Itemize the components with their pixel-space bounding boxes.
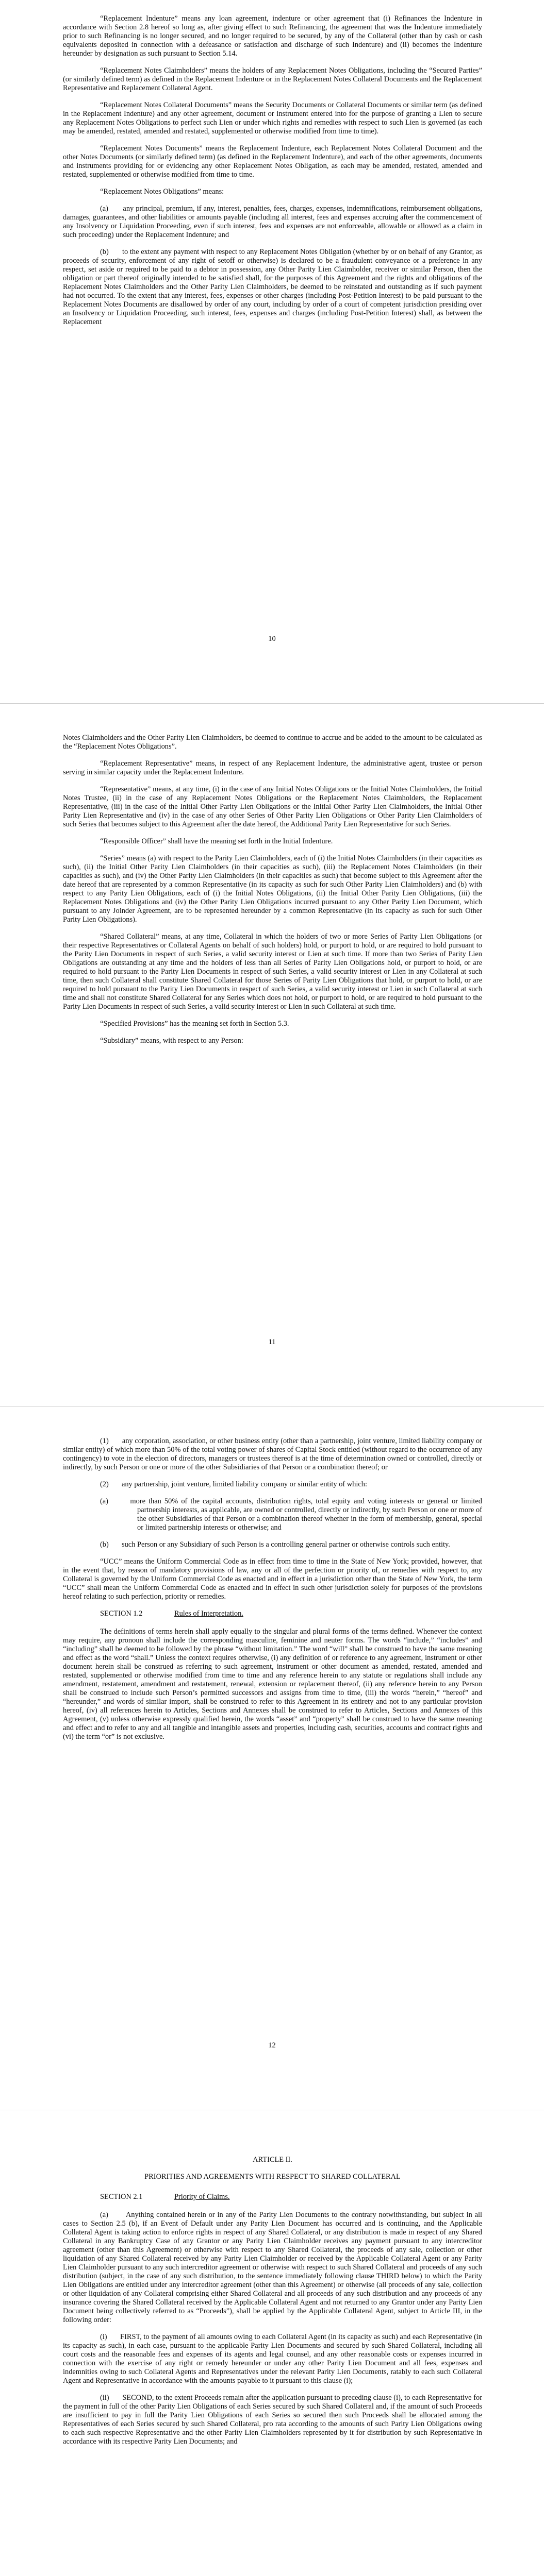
priority-clause-ii: (ii) SECOND, to the extent Proceeds remain after the application pursuant to preceding clause (i), to each Representative for the payment in full of the other Parity Lien Obligations of each Series secured by such Shared Collateral and, if the amount of such Proceeds are insufficient to pay in full the Parity Lien Obligations of each Series so secured then such Proceeds shall be allocated among the Representatives of each Series secured by such Shared Collateral, pro rata according to the amounts of such Parity Lien Obligations owing to each such respective Representative and the other Parity Lien Claimholders represented by it for distribution by such Representative in accordance with its respective Parity Lien Documents; and	[63, 2394, 482, 2446]
subsidiary-clause-2a: (a) more than 50% of the capital accounts, distribution rights, total equity and voting interests or general or limited partnership interests, as applicable, are owned or controlled, directly or indirectly, by such Person or one or more of the other Subsidiaries of that Person or a combination thereof whether in the form of membership, general, special or limited partnership interests or otherwise; and	[100, 1497, 482, 1532]
definition-series: “Series” means (a) with respect to the Parity Lien Claimholders, each of (i) the Initial Notes Claimholders (in their capacities as such), (ii) the Initial Other Parity Lien Claimholders (in their capacities as such), (iii) the Replacement Notes Claimholders (in their capacities as such), and (iv) the Other Parity Lien Claimholders (in their capacities as such) that become subject to this Agreement after the date hereof that are represented by a common Representative (in its capacity as such for such Other Parity Lien Claimholders) and (b) with respect to any Parity Lien Obligations, each of (i) the Initial Notes Obligations, (ii) the Initial Other Parity Lien Obligations, (iii) the Replacement Notes Obligations and (iv) the Other Parity Lien Obligations incurred pursuant to any Other Parity Lien Document, which pursuant to any Joinder Agreement, are to be represented hereunder by a common Representative (in its capacity as such for such Other Parity Lien Obligations).	[63, 854, 482, 924]
page-number: 12	[268, 2041, 276, 2049]
definition-replacement-notes-obligations: “Replacement Notes Obligations” means:	[100, 188, 224, 196]
section-heading-2-1	[63, 2193, 482, 2201]
document-page-13	[0, 2110, 544, 2576]
priority-clause-i: (i) FIRST, to the payment of all amounts owing to each Collateral Agent (in its capacity as such) and each Representative (in its capacity as such), in each case, pursuant to the applicable Parity Lien Documents and secured by such Shared Collateral, including all court costs and the reasonable fees and expenses of its agents and legal counsel, and any other reasonable costs or expenses incurred in connection with the exercise of any right or remedy hereunder or under any other Parity Lien Document and all fees, expenses and indemnities owing to such Collateral Agents and Representatives under the relevant Parity Lien Documents, ratably to each such Collateral Agent and Representative in accordance with the amounts payable to it pursuant to this clause (i);	[63, 2333, 482, 2385]
definition-subsidiary: “Subsidiary” means, with respect to any Person:	[100, 1037, 243, 1045]
clause-b: (b) to the extent any payment with respect to any Replacement Notes Obligation (whether by or on behalf of any Grantor, as proceeds of security, enforcement of any right of setoff or otherwise) is declared to be a fraudulent conveyance or a preference in any respect, set aside or required to be paid to a debtor in possession, any Other Parity Lien Claimholder, receiver or similar Person, then the obligation or part thereof originally intended to be satisfied shall, for the purposes of this Agreement and the rights and obligations of the Replacement Notes Claimholders and the Other Parity Lien Claimholders, be deemed to be reinstated and outstanding as if such payment had not occurred. To the extent that any interest, fees, expenses or other charges (including Post-Petition Interest) to be paid pursuant to the Replacement Notes Documents are disallowed by order of any court, including by order of a court of competent jurisdiction presiding over an Insolvency or Liquidation Proceeding, such interest, fees, expenses and charges (including Post-Petition Interest) shall, as between the Replacement	[63, 248, 482, 326]
definition-representative: “Representative” means, at any time, (i) in the case of any Initial Notes Obligations or the Initial Notes Claimholders, the Initial Notes Trustee, (ii) in the case of any Replacement Notes Obligations or the Replacement Notes Claimholders, the Replacement Representative, (iii) in the case of the Initial Other Parity Lien Obligations or the Initial Other Parity Lien Claimholders, the Initial Other Parity Lien Representative and (iv) in the case of any other Series of Other Parity Lien Obligations or Other Parity Lien Claimholders of such Series that becomes subject to this Agreement after the date hereof, the Additional Parity Lien Representative for such Series.	[63, 785, 482, 828]
section-number: SECTION 2.1	[100, 2193, 143, 2201]
definition-responsible-officer: “Responsible Officer” shall have the meaning set forth in the Initial Indenture.	[100, 837, 333, 845]
rules-of-interpretation: The definitions of terms herein shall apply equally to the singular and plural forms of the terms defined. Whenever the context may require, any pronoun shall include the corresponding masculine, feminine and neuter forms. The words “include,” “includes” and “including” shall be deemed to be followed by the phrase “without limitation.” The word “will” shall be construed to have the same meaning and effect as the word “shall.” Unless the context requires otherwise, (i) any definition of or reference to any agreement, instrument or other document herein shall be construed as referring to such agreement, instrument or other document as amended, restated, amended and restated, supplemented or otherwise modified from time to time and any reference herein to any statute or regulations shall include any amendment, restatement, amendment and restatement, renewal, extension or replacement thereof, (ii) any reference herein to any Person shall be construed to include such Person’s permitted successors and assigns from time to time, (iii) the words “herein,” “hereof” and “hereunder,” and words of similar import, shall be construed to refer to this Agreement in its entirety and not to any particular provision hereof, (iv) all references herein to Articles, Sections and Annexes shall be construed to refer to Articles, Sections and Annexes of this Agreement, (v) unless otherwise expressly qualified herein, the words “asset” and “property” shall be construed to have the same meaning and effect and to refer to any and all tangible and intangible assets and properties, including cash, securities, accounts and contract rights and (vi) the term “or” is not exclusive.	[63, 1628, 482, 1741]
section-title: Rules of Interpretation.	[174, 1609, 243, 1618]
priority-clause-a: (a) Anything contained herein or in any of the Parity Lien Documents to the contrary notwithstanding, but subject in all cases to Section 2.5 (b), if an Event of Default under any Parity Lien Document has occurred and is continuing, and the Applicable Collateral Agent is taking action to enforce rights in respect of any Shared Collateral, or any distribution is made in respect of any Shared Collateral in any Bankruptcy Case of any Grantor or any Parity Lien Claimholder receives any payment pursuant to any intercreditor agreement (other than this Agreement) or otherwise with respect to any Shared Collateral, the proceeds of any sale, collection or other liquidation of any Shared Collateral received by any Parity Lien Claimholder or received by the Applicable Collateral Agent or any Parity Lien Claimholder pursuant to any such intercreditor agreement or otherwise with respect to such Shared Collateral and proceeds of any such distribution (subject, in the case of any such distribution, to the sentence immediately following clause THIRD below) to which the Parity Lien Obligations are entitled under any intercreditor agreement (other than this Agreement) or otherwise (all proceeds of any sale, collection or other liquidation of any Collateral comprising either Shared Collateral and all proceeds of any such distribution and any proceeds of any insurance covering the Shared Collateral received by the Applicable Collateral Agent and not returned to any Grantor under any Parity Lien Document being collectively referred to as “Proceeds”), shall be applied by the Applicable Collateral Agent, subject to Article III, in the following order:	[63, 2211, 482, 2324]
definition-replacement-notes-documents: “Replacement Notes Documents” means the Replacement Indenture, each Replacement Notes Collateral Document and the other Notes Documents (or similarly defined term) (as defined in the Replacement Indenture), and each of the other agreements, documents and instruments providing for or evidencing any other Replacement Notes Obligation, as each may be amended, restated, amended and restated, supplemented or otherwise modified from time to time.	[63, 144, 482, 179]
definition-replacement-representative: “Replacement Representative” means, in respect of any Replacement Indenture, the administrative agent, trustee or person serving in similar capacity under the Replacement Indenture.	[63, 759, 482, 776]
definition-replacement-notes-collateral-documents: “Replacement Notes Collateral Documents” means the Security Documents or Collateral Documents or similar term (as defined in the Replacement Indenture) and any other agreement, document or instrument entered into for the purpose of granting a Lien to secure any Replacement Notes Obligations to perfect such Lien or under which rights and remedies with respect to such Lien is governed (as each may be amended, restated, amended and restated, supplemented or otherwise modified from time to time).	[63, 101, 482, 135]
document-page-12	[0, 1406, 544, 2110]
definition-shared-collateral: “Shared Collateral” means, at any time, Collateral in which the holders of two or more Series of Parity Lien Obligations (or their respective Representatives or Collateral Agents on behalf of such holders) hold, or purport to hold, or are required to hold pursuant to the Parity Lien Documents in respect of such Series, a valid security interest or Lien at such time. If more than two Series of Parity Lien Obligations are outstanding at any time and the holders of less than all Series of Parity Lien Obligations hold, or purport to hold, or are required to hold pursuant to the Parity Lien Documents in respect of such Series, a valid security interest or Lien in any Collateral at such time, then such Collateral shall constitute Shared Collateral for those Series of Parity Lien Obligations that hold, or purport to hold, or are required to hold pursuant to the Parity Lien Documents in respect of such Series, a valid security interest or Lien in such Collateral at such time and shall not constitute Shared Collateral for any Series which does not hold, or purport to hold, or are required to hold pursuant to the Parity Lien Documents in respect of such Series, a valid security interest or Lien in such Collateral at such time.	[63, 933, 482, 1011]
section-title: Priority of Claims.	[174, 2193, 230, 2201]
subsidiary-clause-1: (1) any corporation, association, or other business entity (other than a partnership, joint venture, limited liability company or similar entity) of which more than 50% of the total voting power of shares of Capital Stock entitled (without regard to the occurrence of any contingency) to vote in the election of directors, managers or trustees thereof is at the time of determination owned or controlled, directly or indirectly, by such Person or one or more of the other Subsidiaries of that Person or a combination thereof; or	[63, 1437, 482, 1471]
section-heading-1-2	[63, 1609, 482, 1618]
subsidiary-clause-2b: (b) such Person or any Subsidiary of such Person is a controlling general partner or otherwise controls such entity.	[100, 1540, 450, 1549]
definition-replacement-indenture: “Replacement Indenture” means any loan agreement, indenture or other agreement that (i) Refinances the Indenture in accordance with Section 2.8 hereof so long as, after giving effect to such Refinancing, the agreement that was the Indenture immediately prior to such Refinancing is no longer secured, and no longer required to be secured, by any of the Collateral (other than by cash or cash equivalents deposited in connection with a defeasance or satisfaction and discharge of such Indenture) and (ii) becomes the Indenture hereunder by designation as such pursuant to Section 5.14.	[63, 14, 482, 58]
page-number: 11	[268, 1338, 276, 1346]
continuation-paragraph: Notes Claimholders and the Other Parity Lien Claimholders, be deemed to continue to accrue and be added to the amount to be calculated as the “Replacement Notes Obligations”.	[63, 734, 482, 751]
definition-specified-provisions: “Specified Provisions” has the meaning set forth in Section 5.3.	[100, 1020, 289, 1028]
document-page-10	[0, 0, 544, 703]
document-page-11	[0, 703, 544, 1406]
subsidiary-clause-2: (2) any partnership, joint venture, limited liability company or similar entity of which:	[100, 1480, 367, 1488]
article-number: ARTICLE II.	[253, 2156, 292, 2164]
definition-ucc: “UCC” means the Uniform Commercial Code as in effect from time to time in the State of New York; provided, however, that in the event that, by reason of mandatory provisions of law, any or all of the perfection or priority of, or remedies with respect to, any Collateral is governed by the Uniform Commercial Code as enacted and in effect in a jurisdiction other than the State of New York, the term “UCC” shall mean the Uniform Commercial Code as enacted and in effect in such other jurisdiction solely for purposes of the provisions hereof relating to such perfection, priority or remedies.	[63, 1557, 482, 1601]
section-number: SECTION 1.2	[100, 1609, 143, 1618]
article-title: PRIORITIES AND AGREEMENTS WITH RESPECT TO SHARED COLLATERAL	[144, 2173, 401, 2181]
page-number: 10	[268, 635, 276, 643]
clause-a: (a) any principal, premium, if any, interest, penalties, fees, charges, expenses, indemnifications, reimbursement obligations, damages, guarantees, and other liabilities or amounts payable (including all interest, fees and expenses accruing after the commencement of any Insolvency or Liquidation Proceeding, even if such interest, fees and expenses are not enforceable, allowable or allowed as a claim in such proceeding) under the Replacement Indenture; and	[63, 205, 482, 239]
definition-replacement-notes-claimholders: “Replacement Notes Claimholders” means the holders of any Replacement Notes Obligations, including the “Secured Parties” (or similarly defined term) as defined in the Replacement Indenture or in the Replacement Notes Collateral Documents and the Replacement Representative and Replacement Collateral Agent.	[63, 66, 482, 92]
